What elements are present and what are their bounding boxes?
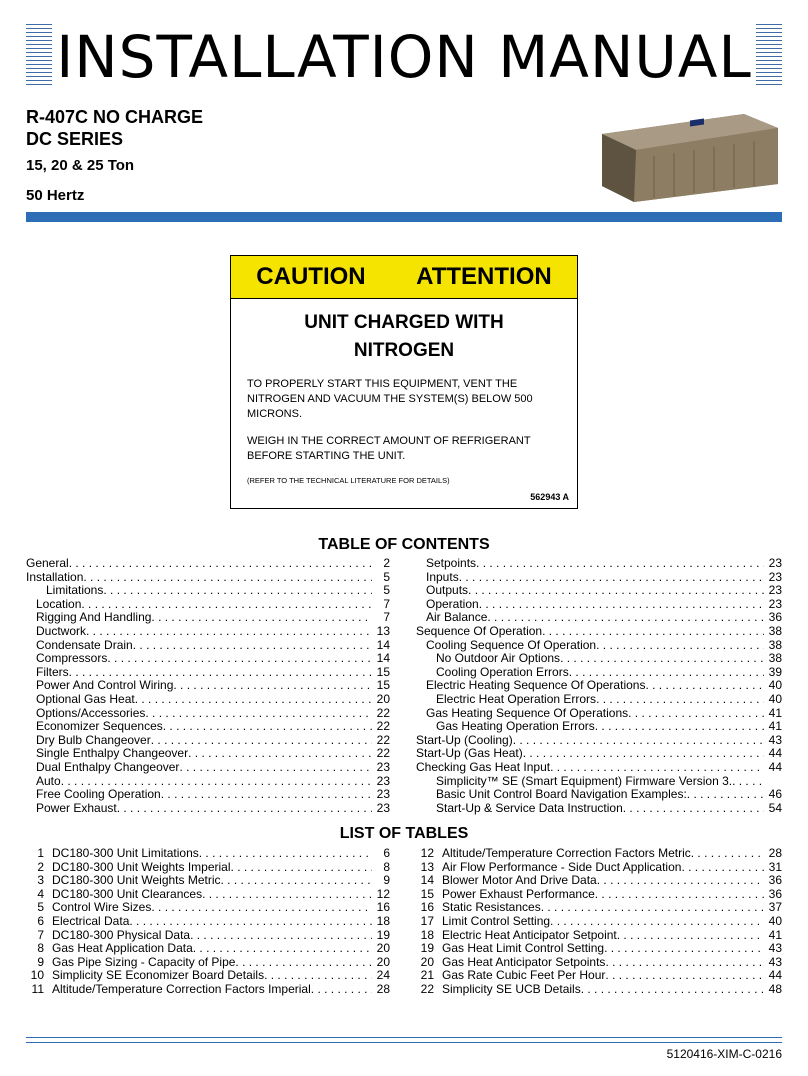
leader-dots (235, 956, 372, 970)
page-number: 13 (376, 624, 390, 638)
leader-dots (581, 983, 764, 997)
leader-dots (264, 969, 372, 983)
page-number: 44 (768, 747, 782, 761)
entry-label: Gas Heat Limit Control Setting (442, 942, 605, 956)
entry-label: Simplicity™ SE (Smart Equipment) Firmware Version 3. (436, 774, 733, 788)
entry-label: Compressors (36, 652, 108, 666)
model-info (26, 106, 203, 206)
leader-dots (605, 956, 764, 970)
page-number: 40 (768, 914, 782, 928)
table-number: 1 (37, 847, 44, 860)
toc-entry[interactable] (26, 611, 390, 625)
toc-entry[interactable] (26, 571, 390, 585)
toc-entry[interactable] (416, 679, 782, 693)
entry-label: Dual Enthalpy Changeover (36, 760, 180, 774)
page-number (764, 775, 782, 789)
leader-dots (107, 652, 372, 666)
entry-label: Start-Up (Gas Heat) (416, 747, 523, 761)
table-number: 19 (420, 942, 434, 956)
entry-label: General (26, 557, 69, 570)
entry-label: Location (36, 597, 82, 611)
leader-dots (193, 942, 372, 956)
footer-divider (26, 1037, 782, 1043)
leader-dots (541, 901, 764, 915)
entry-label: Ductwork (36, 624, 87, 638)
entry-label: Static Resistances (442, 901, 541, 915)
page-number: 23 (376, 801, 390, 815)
manual-title: INSTALLATION MANUAL (26, 28, 782, 86)
entry-label: DC180-300 Unit Weights Imperial (52, 860, 231, 874)
leader-dots (61, 775, 372, 789)
entry-label: Condensate Drain (36, 638, 133, 652)
leader-dots (476, 557, 764, 571)
leader-dots (86, 625, 372, 639)
toc-entry[interactable] (26, 693, 390, 707)
entry-label: Control Wire Sizes (52, 901, 152, 915)
leader-dots (569, 666, 764, 680)
leader-dots (133, 639, 372, 653)
entry-label: Gas Heating Sequence Of Operations (426, 706, 629, 720)
leader-dots (117, 802, 372, 816)
page-number: 40 (768, 692, 782, 706)
table-list-entry[interactable] (26, 915, 390, 929)
entry-label: Limit Control Setting (442, 914, 551, 928)
table-list-entry[interactable] (26, 861, 390, 875)
entry-label: Optional Gas Heat (36, 692, 135, 706)
leader-dots (221, 874, 372, 888)
caution-paragraph-1: TO PROPERLY START THIS EQUIPMENT, VENT THE NITROGEN AND VACUUM THE SYSTEM(S) BELOW 500 MICRONS. (247, 378, 533, 420)
lot-left-column (26, 847, 390, 997)
entry-label: Air Balance (426, 611, 488, 625)
caution-header (231, 256, 577, 299)
entry-label: Electrical Data (52, 914, 130, 928)
toc-entry[interactable] (416, 666, 782, 680)
entry-label: Power Exhaust (36, 801, 117, 815)
leader-dots (468, 584, 764, 598)
leader-dots (542, 625, 764, 639)
table-list-entry[interactable] (26, 901, 390, 915)
table-number: 13 (420, 860, 434, 874)
table-list-entry[interactable] (26, 874, 390, 888)
table-number: 17 (420, 914, 434, 928)
page-number: 7 (383, 597, 390, 611)
table-list-entry[interactable] (26, 888, 390, 902)
page-number: 22 (376, 747, 390, 761)
caution-label (230, 255, 578, 509)
toc-entry[interactable] (416, 584, 782, 598)
toc-entry[interactable] (26, 802, 390, 816)
toc-entry[interactable] (26, 734, 390, 748)
entry-label: Altitude/Temperature Correction Factors Imperial (52, 982, 311, 996)
entry-label: Inputs (426, 570, 459, 584)
document-number: 5120416-XIM-C-0216 (666, 1047, 782, 1061)
leader-dots (202, 888, 372, 902)
page-number: 23 (768, 570, 782, 584)
table-list-entry[interactable] (26, 956, 390, 970)
leader-dots (623, 802, 764, 816)
leader-dots (645, 679, 764, 693)
entry-label: DC180-300 Physical Data (52, 928, 191, 942)
entry-label: Rigging And Handling (36, 611, 152, 625)
page-number: 41 (768, 720, 782, 734)
table-number: 15 (420, 887, 434, 901)
entry-label: Basic Unit Control Board Navigation Examples: (436, 788, 687, 802)
page-number: 14 (376, 638, 390, 652)
page-number: 6 (383, 847, 390, 860)
page-number: 43 (768, 733, 782, 747)
toc-entry[interactable] (416, 693, 782, 707)
page-number: 20 (376, 955, 390, 969)
entry-label: DC180-300 Unit Clearances (52, 887, 203, 901)
table-list-entry[interactable] (416, 915, 782, 929)
caution-word: CAUTION (256, 263, 366, 290)
page-number: 22 (376, 720, 390, 734)
leader-dots (550, 761, 764, 775)
toc-entry[interactable] (26, 720, 390, 734)
entry-label: Gas Heating Operation Errors (436, 720, 595, 734)
entry-label: Altitude/Temperature Correction Factors Metric (442, 847, 691, 860)
series-line: DC SERIES (26, 129, 124, 149)
toc-entry[interactable] (416, 734, 782, 748)
leader-dots (513, 734, 764, 748)
toc-left-column (26, 557, 390, 815)
header-band (26, 24, 782, 86)
toc-entry[interactable] (26, 598, 390, 612)
toc-title: TABLE OF CONTENTS (318, 536, 490, 553)
table-number: 18 (420, 928, 434, 942)
page-number: 2 (383, 557, 390, 570)
page-number: 7 (383, 611, 390, 625)
entry-label: Power And Control Wiring (36, 679, 174, 693)
leader-dots (597, 874, 764, 888)
page-number: 38 (768, 652, 782, 666)
leader-dots (135, 693, 372, 707)
unit-illustration (594, 106, 782, 204)
page-number: 38 (768, 638, 782, 652)
table-number: 5 (37, 901, 44, 915)
page-number: 15 (376, 665, 390, 679)
leader-dots (596, 693, 764, 707)
leader-dots (681, 861, 764, 875)
page-number: 23 (376, 774, 390, 788)
page-number: 39 (768, 665, 782, 679)
page-number: 23 (376, 760, 390, 774)
entry-label: Gas Heat Application Data (52, 942, 193, 956)
entry-label: Cooling Sequence Of Operation (426, 638, 597, 652)
leader-dots (81, 598, 372, 612)
page-number: 22 (376, 706, 390, 720)
toc-entry[interactable] (416, 571, 782, 585)
entry-label: Filters (36, 665, 69, 679)
page-number: 36 (768, 611, 782, 625)
entry-label: No Outdoor Air Options (436, 652, 561, 666)
caution-reference: (REFER TO THE TECHNICAL LITERATURE FOR DETAILS) (247, 476, 450, 485)
leader-dots (595, 720, 764, 734)
entry-label: Simplicity SE Economizer Board Details (52, 969, 265, 983)
toc-entry[interactable] (26, 707, 390, 721)
table-list-entry[interactable] (26, 847, 390, 861)
table-list-entry[interactable] (416, 983, 782, 997)
page-number: 19 (376, 928, 390, 942)
leader-dots (605, 969, 764, 983)
table-list-entry[interactable] (416, 888, 782, 902)
leader-dots (151, 734, 372, 748)
entry-label: Single Enthalpy Changeover (36, 747, 189, 761)
leader-dots (163, 720, 372, 734)
table-number: 7 (37, 928, 44, 942)
page-number: 43 (768, 942, 782, 956)
page-number: 48 (768, 982, 782, 996)
toc-entry[interactable] (26, 747, 390, 761)
entry-label: Economizer Sequences (36, 720, 163, 734)
table-number: 22 (420, 982, 434, 996)
entry-label: Dry Bulb Changeover (36, 733, 151, 747)
leader-dots (311, 983, 372, 997)
leader-dots (190, 929, 372, 943)
page-number: 36 (768, 874, 782, 888)
table-list-entry[interactable] (26, 942, 390, 956)
page-number: 18 (376, 914, 390, 928)
toc-entry[interactable] (416, 788, 782, 802)
toc-entry[interactable] (26, 788, 390, 802)
leader-dots (479, 598, 764, 612)
entry-label: Gas Heat Anticipator Setpoints (442, 955, 606, 969)
entry-label: Setpoints (426, 557, 477, 570)
page-number: 20 (376, 692, 390, 706)
page-number: 46 (768, 788, 782, 802)
toc-entry[interactable] (416, 598, 782, 612)
entry-label: Simplicity SE UCB Details (442, 982, 581, 996)
table-number: 16 (420, 901, 434, 915)
leader-dots (604, 942, 764, 956)
toc-entry[interactable] (26, 625, 390, 639)
entry-label: Cooling Operation Errors (436, 665, 569, 679)
leader-dots (151, 611, 372, 625)
entry-label: Checking Gas Heat Input (416, 760, 551, 774)
toc-entry[interactable] (416, 611, 782, 625)
toc-entry[interactable] (26, 584, 390, 598)
entry-label: DC180-300 Unit Limitations (52, 847, 199, 860)
toc-entry[interactable] (416, 639, 782, 653)
leader-dots (691, 847, 764, 861)
page-number: 40 (768, 679, 782, 693)
page-number: 23 (768, 597, 782, 611)
page-number: 5 (383, 570, 390, 584)
table-number: 12 (420, 847, 434, 860)
leader-dots (560, 652, 764, 666)
toc-entry[interactable] (416, 707, 782, 721)
table-number: 20 (420, 955, 434, 969)
entry-label: Power Exhaust Performance (442, 887, 595, 901)
toc-entry[interactable] (416, 747, 782, 761)
page-number: 16 (376, 901, 390, 915)
table-list-entry[interactable] (416, 901, 782, 915)
page-number: 54 (768, 801, 782, 815)
toc-entry[interactable] (26, 666, 390, 680)
entry-label: Start-Up (Cooling) (416, 733, 513, 747)
leader-dots (161, 788, 372, 802)
table-list-entry[interactable] (416, 847, 782, 861)
page-number: 43 (768, 955, 782, 969)
table-number: 4 (37, 887, 44, 901)
tonnage-line: 15, 20 & 25 Ton (26, 157, 135, 174)
toc-entry[interactable] (416, 652, 782, 666)
table-list-entry[interactable] (416, 861, 782, 875)
leader-dots (173, 679, 372, 693)
toc-entry[interactable] (26, 761, 390, 775)
entry-label: Sequence Of Operation (416, 624, 543, 638)
table-list-entry[interactable] (26, 929, 390, 943)
entry-label: Start-Up & Service Data Instruction (436, 801, 623, 815)
page-number: 38 (768, 624, 782, 638)
refrigerant-line: R-407C NO CHARGE (26, 107, 204, 127)
page-number: 23 (376, 788, 390, 802)
leader-dots (523, 747, 764, 761)
entry-label: Gas Pipe Sizing - Capacity of Pipe (52, 955, 236, 969)
leader-dots (596, 639, 764, 653)
toc-entry[interactable] (416, 802, 782, 816)
entry-label: Outputs (426, 584, 469, 598)
entry-label: Auto (36, 774, 61, 788)
leader-dots (687, 788, 764, 802)
page-number: 37 (768, 901, 782, 915)
entry-label: Free Cooling Operation (36, 788, 161, 802)
table-number: 11 (31, 982, 44, 996)
table-number: 6 (37, 914, 44, 928)
leader-dots (145, 707, 372, 721)
leader-dots (487, 611, 764, 625)
page-number: 44 (768, 760, 782, 774)
leader-dots (69, 666, 372, 680)
leader-dots (179, 761, 372, 775)
page-number: 20 (376, 942, 390, 956)
page-number: 41 (768, 706, 782, 720)
table-number: 14 (420, 874, 434, 888)
table-list-entry[interactable] (416, 969, 782, 983)
leader-dots (129, 915, 372, 929)
leader-dots (628, 707, 764, 721)
page-number: 28 (376, 982, 390, 996)
toc-entry[interactable] (416, 761, 782, 775)
entry-label: DC180-300 Unit Weights Metric (52, 874, 221, 888)
entry-label: Air Flow Performance - Side Duct Application (442, 860, 682, 874)
entry-label: Options/Accessories (36, 706, 146, 720)
page-number: 23 (768, 584, 782, 598)
page-number: 36 (768, 887, 782, 901)
toc-entry[interactable] (416, 557, 782, 571)
toc-entry[interactable] (26, 639, 390, 653)
entry-label: Electric Heat Anticipator Setpoint (442, 928, 617, 942)
table-number: 2 (37, 860, 44, 874)
toc-entry[interactable] (416, 775, 782, 789)
leader-dots (103, 584, 372, 598)
toc-entry[interactable] (416, 720, 782, 734)
entry-label: Limitations (46, 584, 104, 598)
toc-entry[interactable] (26, 652, 390, 666)
frequency-line: 50 Hertz (26, 187, 85, 204)
entry-label: Gas Rate Cubic Feet Per Hour (442, 969, 606, 983)
label-code: 562943 A (530, 492, 569, 502)
leader-dots (732, 775, 764, 789)
blue-divider (26, 212, 782, 222)
table-number: 8 (37, 942, 44, 956)
leader-dots (151, 901, 372, 915)
page-number: 44 (768, 969, 782, 983)
caution-paragraph-2: WEIGH IN THE CORRECT AMOUNT OF REFRIGERANT BEFORE STARTING THE UNIT. (247, 435, 531, 462)
table-number: 9 (37, 955, 44, 969)
leader-dots (69, 557, 372, 571)
table-list-entry[interactable] (26, 969, 390, 983)
leader-dots (199, 847, 372, 861)
page-number: 12 (376, 887, 390, 901)
toc-entry[interactable] (26, 679, 390, 693)
page-number: 15 (376, 679, 390, 693)
entry-label: Electric Heat Operation Errors (436, 692, 597, 706)
leader-dots (617, 929, 764, 943)
page-number: 8 (383, 860, 390, 874)
page-number: 5 (383, 584, 390, 598)
table-list-entry[interactable] (416, 874, 782, 888)
page-number: 23 (768, 557, 782, 570)
toc-entry[interactable] (26, 775, 390, 789)
table-list-entry[interactable] (416, 942, 782, 956)
toc-entry[interactable] (26, 557, 390, 571)
entry-label: Operation (426, 597, 479, 611)
page-number: 22 (376, 733, 390, 747)
page-number: 24 (376, 969, 390, 983)
toc-entry[interactable] (416, 625, 782, 639)
leader-dots (231, 861, 372, 875)
leader-dots (83, 571, 372, 585)
page-number: 14 (376, 652, 390, 666)
page-number: 9 (383, 874, 390, 888)
entry-label: Blower Motor And Drive Data (442, 874, 597, 888)
page-number: 28 (768, 847, 782, 860)
entry-label: Installation (26, 570, 84, 584)
leader-dots (550, 915, 764, 929)
table-list-entry[interactable] (416, 956, 782, 970)
caution-heading: UNIT CHARGED WITH NITROGEN (304, 312, 504, 361)
page-number: 41 (768, 928, 782, 942)
table-list-entry[interactable] (416, 929, 782, 943)
leader-dots (595, 888, 764, 902)
leader-dots (188, 747, 372, 761)
table-list-entry[interactable] (26, 983, 390, 997)
table-number: 21 (420, 969, 434, 983)
leader-dots (459, 571, 764, 585)
toc-right-column (416, 557, 782, 815)
entry-label: Electric Heating Sequence Of Operations (426, 679, 646, 693)
page-number: 31 (768, 860, 782, 874)
table-number: 3 (37, 874, 44, 888)
lot-right-column (416, 847, 782, 997)
attention-word: ATTENTION (416, 263, 552, 290)
table-number: 10 (30, 969, 44, 983)
lot-title: LIST OF TABLES (339, 825, 469, 842)
